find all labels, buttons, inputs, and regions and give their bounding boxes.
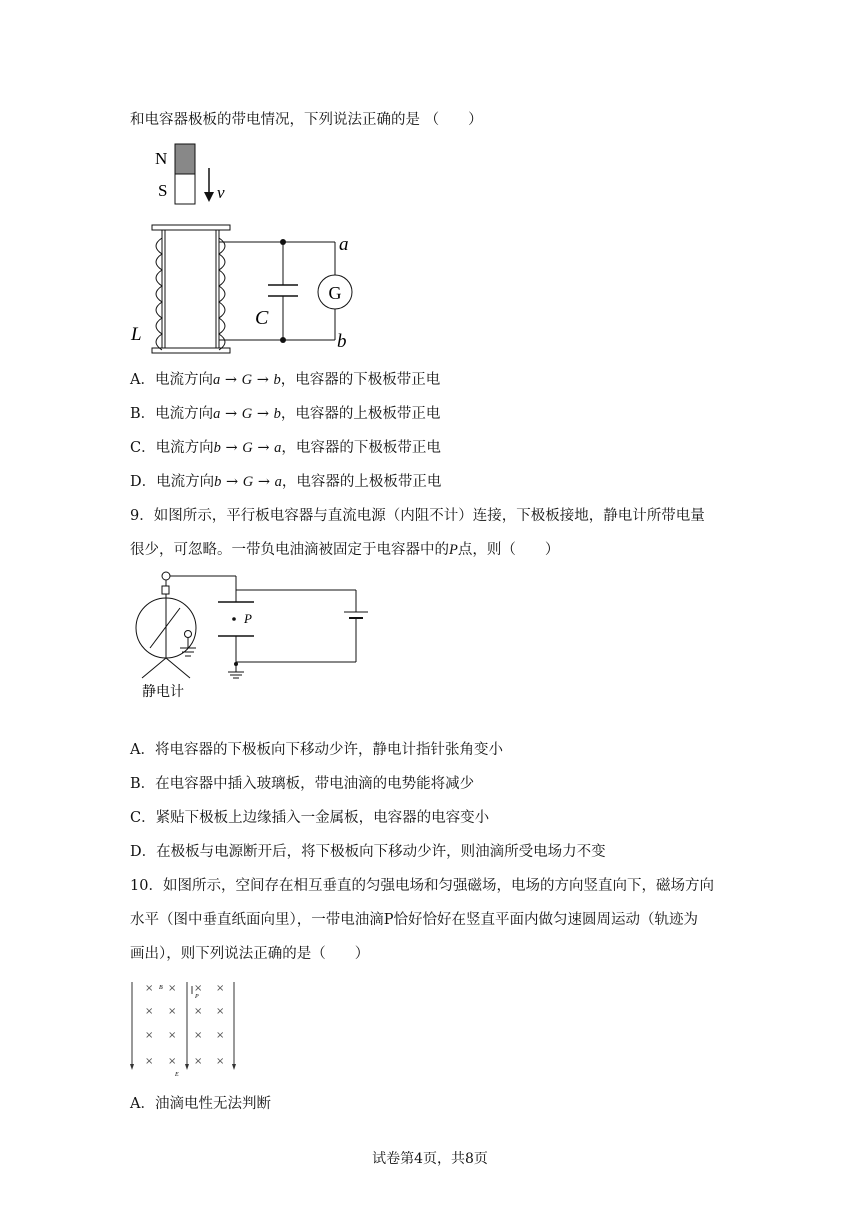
cross-mark: × bbox=[194, 1006, 203, 1017]
cross-mark: × bbox=[194, 1030, 203, 1041]
q9-option-d: D．在极板与电源断开后，将下极板向下移动少许，则油滴所受电场力不变 bbox=[130, 844, 606, 860]
node-b-label: b bbox=[337, 331, 347, 352]
page-footer: 试卷第4页，共8页 bbox=[372, 1151, 488, 1167]
q9-figure-capacitor-electrometer bbox=[128, 564, 368, 704]
q8-option-a: A．电流方向a → G → b，电容器的下极板带正电 bbox=[130, 372, 441, 388]
cross-mark: × bbox=[168, 1006, 177, 1017]
q8-option-d: D．电流方向b → G → a，电容器的上极板带正电 bbox=[130, 474, 442, 490]
magnet-s-label: S bbox=[158, 181, 168, 200]
cross-mark: × bbox=[145, 1006, 154, 1017]
q10-stem-line3: 画出），则下列说法正确的是（ ） bbox=[130, 946, 370, 962]
cross-mark: × bbox=[145, 1030, 154, 1041]
cross-mark: × bbox=[216, 983, 225, 994]
q10-option-a: A．油滴电性无法判断 bbox=[130, 1096, 271, 1112]
q8-figure-induction-circuit bbox=[125, 140, 385, 365]
cross-mark: × bbox=[168, 1030, 177, 1041]
q10-stem-line2: 水平（图中垂直纸面向里），一带电油滴P恰好恰好在竖直平面内做匀速圆周运动（轨迹为 bbox=[130, 912, 699, 928]
cross-mark: × bbox=[216, 1006, 225, 1017]
q10-stem-line1: 10．如图所示，空间存在相互垂直的匀强电场和匀强磁场，电场的方向竖直向下，磁场方向 bbox=[130, 878, 714, 894]
cross-mark: × bbox=[216, 1030, 225, 1041]
q9-stem-line2: 很少，可忽略。一带负电油滴被固定于电容器中的P点，则（ ） bbox=[130, 542, 560, 558]
q9-option-c: C．紧贴下极板上边缘插入一金属板，电容器的电容变小 bbox=[130, 810, 490, 826]
q9-option-a: A．将电容器的下极板向下移动少许，静电计指针张角变小 bbox=[130, 742, 503, 758]
capacitor-label: C bbox=[255, 307, 269, 329]
point-p-label: P bbox=[244, 611, 252, 626]
q10-figure-field-region bbox=[128, 980, 243, 1078]
electrometer-label: 静电计 bbox=[142, 684, 184, 700]
cross-mark: × bbox=[145, 1056, 154, 1067]
cross-mark: × bbox=[216, 1056, 225, 1067]
label-e: E bbox=[175, 1072, 179, 1078]
label-b: B bbox=[159, 985, 163, 991]
cross-mark: × bbox=[168, 1056, 177, 1067]
q8-option-b: B．电流方向a → G → b，电容器的上极板带正电 bbox=[130, 406, 441, 422]
cross-mark: × bbox=[194, 983, 203, 994]
cross-mark: × bbox=[194, 1056, 203, 1067]
q9-stem-line1: 9．如图所示，平行板电容器与直流电源（内阻不计）连接，下极板接地，静电计所带电量 bbox=[130, 508, 705, 524]
q8-intro: 和电容器极板的带电情况，下列说法正确的是 （ ） bbox=[130, 112, 483, 128]
cross-mark: × bbox=[145, 983, 154, 994]
coil-label: L bbox=[131, 324, 142, 345]
node-a-label: a bbox=[339, 234, 349, 255]
cross-mark: × bbox=[168, 983, 177, 994]
galvanometer-label: G bbox=[328, 283, 342, 303]
velocity-label: v bbox=[217, 183, 225, 202]
q8-option-c: C．电流方向b → G → a，电容器的下极板带正电 bbox=[130, 440, 441, 456]
label-p: P bbox=[195, 994, 199, 1000]
q9-option-b: B．在电容器中插入玻璃板，带电油滴的电势能将减少 bbox=[130, 776, 475, 792]
magnet-n-label: N bbox=[155, 149, 168, 168]
